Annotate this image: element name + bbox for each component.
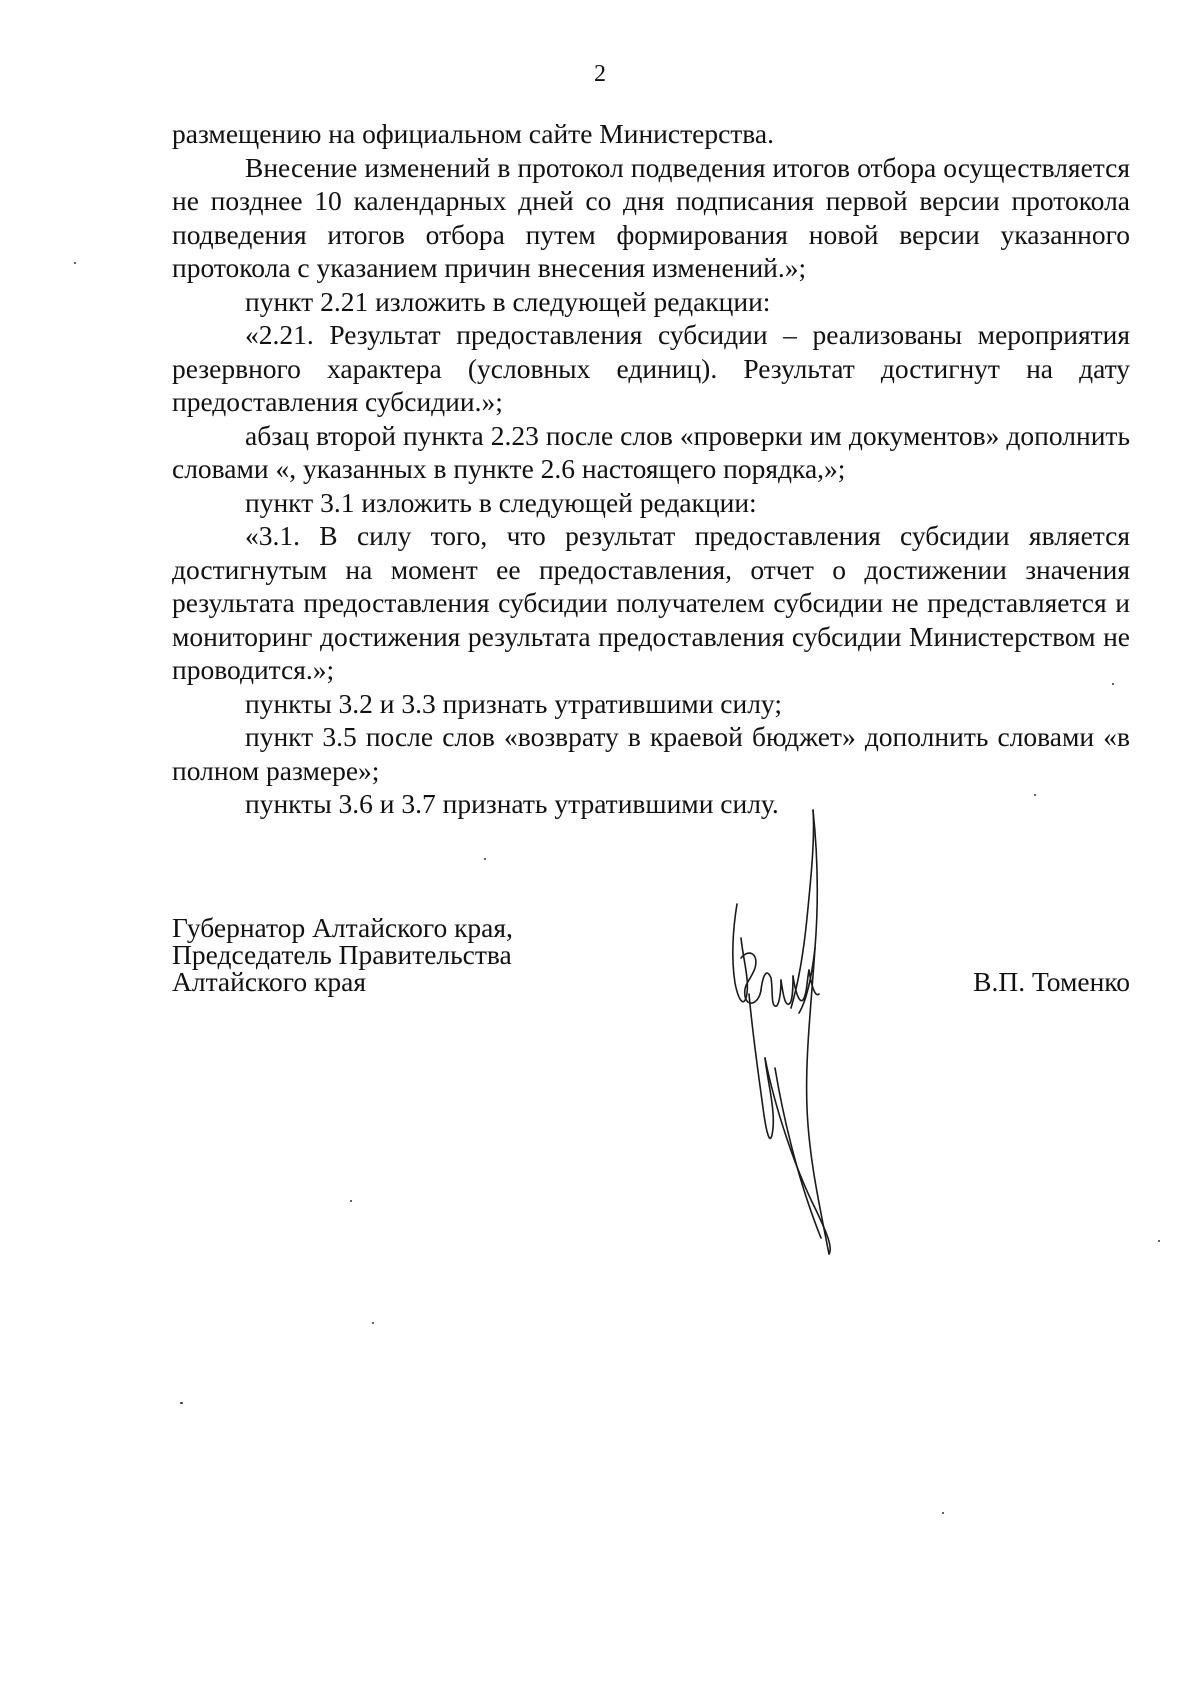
signer-position-line: Губернатор Алтайского края,: [172, 912, 513, 943]
signer-name: В.П. Томенко: [973, 966, 1130, 997]
scan-speck: [350, 1200, 352, 1202]
scan-speck: [372, 1322, 374, 1324]
paragraph: пункт 2.21 изложить в следующей редакции:: [245, 285, 771, 317]
scan-speck: [1034, 794, 1036, 796]
scan-speck: [1158, 1240, 1160, 1242]
handwritten-signature: [715, 808, 915, 1268]
signer-position-line: Председатель Правительства: [172, 939, 512, 970]
paragraph: пункт 3.5 после слов «возврату в краевой бюджет» дополнить словами «в полном размере»;: [172, 721, 1130, 786]
signer-position-line: Алтайского края: [172, 966, 366, 997]
scan-speck: [74, 262, 76, 264]
paragraph: размещению на официальном сайте Министерства.: [172, 118, 774, 149]
paragraph: Внесение изменений в протокол подведения итогов отбора осуществляется не позднее 10 календарных дней со дня подписания первой версии протокола подведения итогов отбора путем формирования новой версии указанного протокола с указанием причин внесения изменений.»;: [172, 151, 1130, 283]
paragraph: пункты 3.2 и 3.3 признать утратившими силу;: [245, 687, 782, 719]
scan-speck: [1112, 683, 1114, 685]
document-body: [172, 117, 1130, 821]
signer-position: [172, 914, 513, 995]
page-number: 2: [594, 61, 606, 87]
scan-speck: [180, 1402, 183, 1404]
paragraph: пункт 3.1 изложить в следующей редакции:: [245, 486, 757, 518]
scan-speck: [484, 858, 486, 860]
paragraph: «2.21. Результат предоставления субсидии – реализованы мероприятия резервного характера (условных единиц). Результат достигнут на дату предоставления субсидии.»;: [172, 319, 1130, 417]
paragraph: пункты 3.6 и 3.7 признать утратившими силу.: [245, 788, 779, 819]
paragraph: абзац второй пункта 2.23 после слов «проверки им документов» дополнить словами «, указанных в пункте 2.6 настоящего порядка,»;: [172, 419, 1130, 484]
scan-speck: [942, 1512, 944, 1514]
paragraph: «3.1. В силу того, что результат предоставления субсидии является достигнутым на момент ее предоставления, отчет о достижении значения результата предоставления субсидии получателем субсидии не представляется и мониторинг достижения результата предоставления субсидии Министерством не проводится.»;: [172, 520, 1130, 685]
